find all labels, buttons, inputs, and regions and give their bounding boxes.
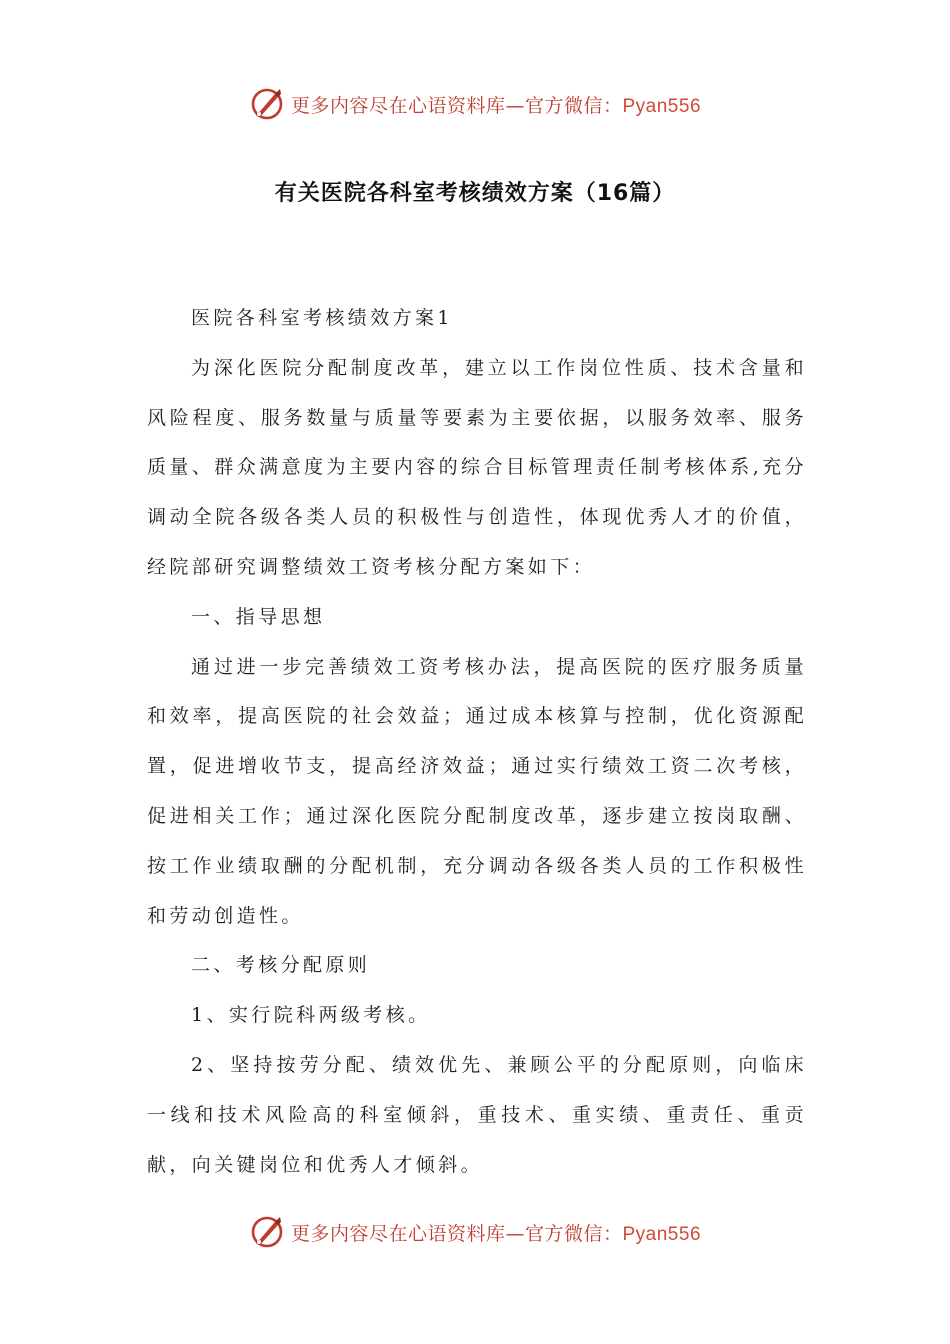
body-paragraph: 为深化医院分配制度改革，建立以工作岗位性质、技术含量和风险程度、服务数量与质量等要素为主要依据，以服务效率、服务质量、群众满意度为主要内容的综合目标管理责任制考核体系,充分调动全院各级各类人员的积极性与创造性，体现优秀人才的价值，经院部研究调整绩效工资考核分配方案如下： (147, 356, 807, 578)
header-banner-content (249, 86, 701, 122)
section-heading: 一、指导思想 (191, 605, 326, 628)
banner-dash: — (505, 1222, 525, 1245)
document-body (147, 294, 807, 1190)
banner-wechat-id: Pyan556 (622, 95, 702, 117)
body-paragraph: 通过进一步完善绩效工资考核办法，提高医院的医疗服务质量和效率，提高医院的社会效益；通过成本核算与控制，优化资源配置，促进增收节支，提高经济效益；通过实行绩效工资二次考核，促进相关工作；通过深化医院分配制度改革，逐步建立按岗取酬、按工作业绩取酬的分配机制，充分调动各级各类人员的工作积极性和劳动创造性。 (147, 655, 807, 927)
quill-pen-logo-icon (249, 1214, 285, 1250)
footer-banner-text (291, 1219, 701, 1246)
section-heading: 医院各科室考核绩效方案1 (191, 307, 453, 329)
header-banner-text (291, 91, 701, 118)
banner-wechat-id: Pyan556 (622, 1223, 702, 1245)
banner-prefix: 更多内容尽在心语资料库 (290, 1222, 506, 1245)
banner-wechat-label: 官方微信： (524, 94, 623, 117)
banner-wechat-label: 官方微信： (524, 1222, 623, 1245)
header-banner (0, 82, 950, 126)
footer-banner-content (249, 1214, 701, 1250)
list-item: 2、坚持按劳分配、绩效优先、兼顾公平的分配原则，向临床一线和技术风险高的科室倾斜，重技术、重实绩、重责任、重贡献，向关键岗位和优秀人才倾斜。 (147, 1053, 807, 1176)
quill-pen-logo-icon (249, 86, 285, 122)
footer-banner (0, 1210, 950, 1254)
banner-dash: — (505, 94, 525, 117)
document-title: 有关医院各科室考核绩效方案（16篇） (274, 181, 676, 206)
banner-prefix: 更多内容尽在心语资料库 (290, 94, 506, 117)
list-item: 1、实行院科两级考核。 (191, 1004, 431, 1027)
section-heading: 二、考核分配原则 (191, 954, 371, 977)
